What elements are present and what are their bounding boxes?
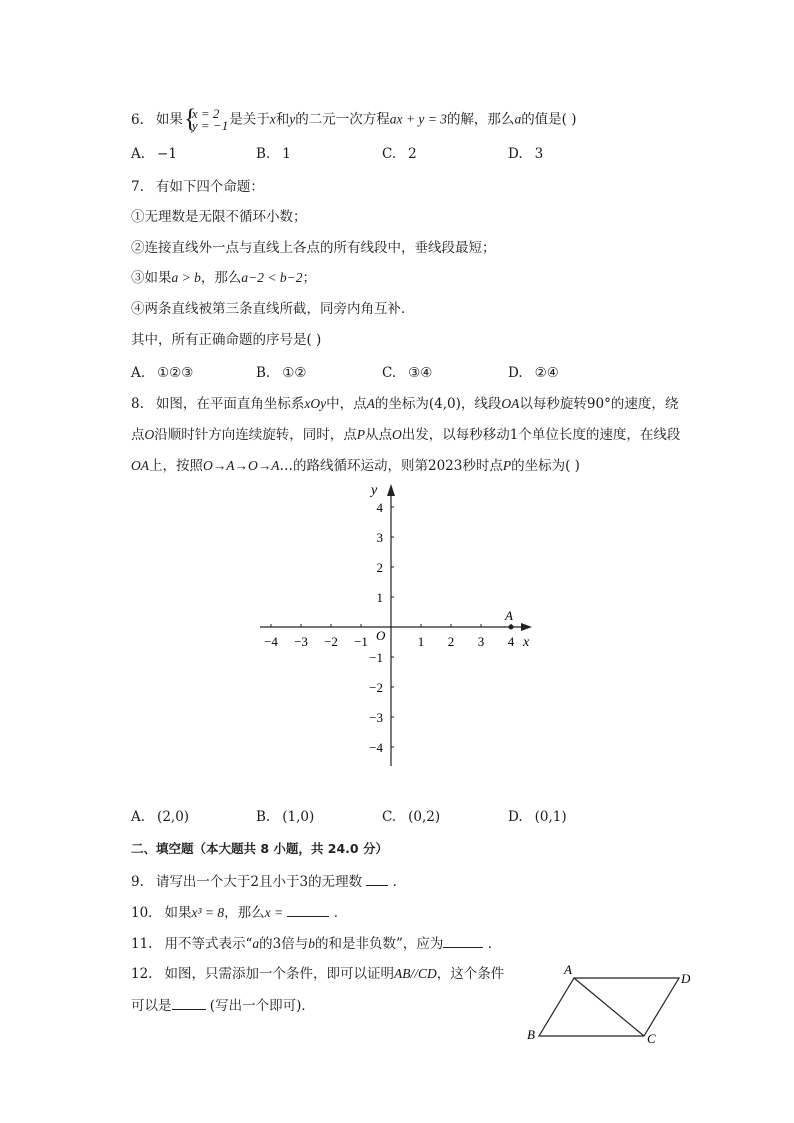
x-tick-label: 4 xyxy=(507,634,515,649)
q10-answer-blank[interactable] xyxy=(287,903,329,917)
y-axis-arrow-icon xyxy=(387,484,395,496)
y-tick-label: 3 xyxy=(376,530,383,545)
x-tick-label: −2 xyxy=(324,634,338,649)
q9-answer-blank[interactable] xyxy=(366,872,388,886)
vertex-label-d: D xyxy=(681,971,691,986)
y-tick-label: −1 xyxy=(369,650,383,665)
q9-stem: 9. 请写出一个大于2且小于3的无理数 ． xyxy=(131,874,407,890)
q6-equation-system: { x = 2 y = −1 xyxy=(183,104,229,133)
q12-parallelogram-figure xyxy=(520,955,700,1050)
vertex-label-a: A xyxy=(564,962,572,977)
x-tick-label: 2 xyxy=(447,634,455,649)
q11-stem: 11. 用不等式表示“a的3倍与b的和是非负数”，应为 ． xyxy=(131,936,502,952)
y-axis-label: y xyxy=(371,483,378,498)
q11-answer-blank[interactable] xyxy=(443,934,483,948)
q12-answer-blank[interactable] xyxy=(172,996,206,1010)
y-tick-label: −4 xyxy=(369,740,383,755)
q12-stem-line-2: 可以是 (写出一个即可)． xyxy=(131,998,315,1014)
point-a-label: A xyxy=(505,608,513,623)
origin-label: O xyxy=(376,628,386,643)
left-brace-icon: { xyxy=(183,104,197,133)
q7-proposition-1: ①无理数是无限不循环小数； xyxy=(131,209,307,225)
q8-option-d[interactable]: D. (0,1) xyxy=(508,809,567,825)
y-tick-label: 4 xyxy=(376,500,383,515)
x-tick-label: −4 xyxy=(264,634,278,649)
y-tick-label: −3 xyxy=(369,710,383,725)
x-axis-label: x xyxy=(523,635,530,650)
q8-stem-line-2: 点O沿顺时针方向连续旋转，同时，点P从点O出发，以每秒移动1个单位长度的速度，在线段 xyxy=(131,427,681,443)
q7-question: 其中，所有正确命题的序号是( ) xyxy=(131,332,322,348)
q10-stem: 10. 如果x³ = 8，那么x = ． xyxy=(131,905,348,921)
y-tick-label: 2 xyxy=(376,560,383,575)
q6-number: 6. xyxy=(131,111,144,128)
y-tick-label: −2 xyxy=(369,680,383,695)
q6-option-d[interactable]: D. 3 xyxy=(508,146,544,162)
x-axis-arrow-icon xyxy=(521,623,532,631)
diagonal-ac xyxy=(574,978,644,1036)
q7-proposition-3: ③如果a > b，那么a−2 < b−2； xyxy=(131,270,316,286)
q7-option-c[interactable]: C. ③④ xyxy=(382,365,433,381)
x-tick-label: 3 xyxy=(477,634,485,649)
point-a-marker xyxy=(509,625,514,630)
q7-proposition-2: ②连接直线外一点与直线上各点的所有线段中，垂线段最短； xyxy=(131,240,496,256)
y-tick-label: 1 xyxy=(376,590,383,605)
q7-option-b[interactable]: B. ①② xyxy=(256,365,307,381)
q6-option-a[interactable]: A. −1 xyxy=(131,146,177,162)
q6-stem: 6. 如果 { x = 2 y = −1是关于x和y的二元一次方程ax + y = 3的解，那么a的值是( ) xyxy=(131,104,577,133)
q6-option-c[interactable]: C. 2 xyxy=(382,146,417,162)
x-tick-label: 1 xyxy=(417,634,425,649)
q8-option-a[interactable]: A. (2,0) xyxy=(131,809,190,825)
q7-option-d[interactable]: D. ②④ xyxy=(508,365,559,381)
q6-equation: ax + y = 3 xyxy=(389,111,447,127)
q8-option-c[interactable]: C. (0,2) xyxy=(382,809,441,825)
x-tick-label: −3 xyxy=(294,634,308,649)
q8-coordinate-plane xyxy=(250,478,550,773)
q7-option-a[interactable]: A. ①②③ xyxy=(131,365,194,381)
q8-stem-line-1: 8. 如图，在平面直角坐标系xOy中，点A的坐标为(4,0)，线段OA以每秒旋转90°的速度，绕 xyxy=(131,396,679,412)
q8-stem-line-3: OA上，按照O→A→O→A…的路线循环运动，则第2023秒时点P的坐标为( ) xyxy=(131,458,580,474)
vertex-label-b: B xyxy=(527,1027,535,1042)
q8-option-b[interactable]: B. (1,0) xyxy=(256,809,315,825)
q6-option-b[interactable]: B. 1 xyxy=(256,146,291,162)
q7-proposition-4: ④两条直线被第三条直线所截，同旁内角互补． xyxy=(131,301,415,317)
q12-stem-line-1: 12. 如图，只需添加一个条件，即可以证明AB//CD，这个条件 xyxy=(131,966,505,982)
vertex-label-c: C xyxy=(647,1031,656,1046)
q7-stem: 7. 有如下四个命题： xyxy=(131,179,264,195)
x-tick-label: −1 xyxy=(354,634,368,649)
section-2-title: 二、填空题（本大题共 8 小题，共 24.0 分） xyxy=(131,841,388,856)
